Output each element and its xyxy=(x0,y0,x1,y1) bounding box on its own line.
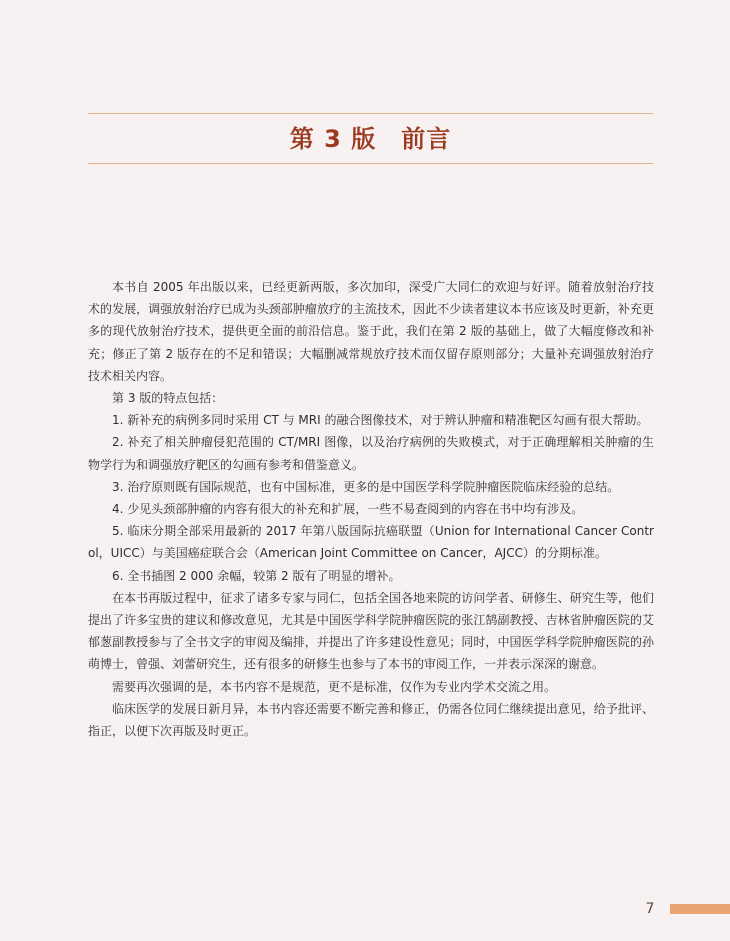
paragraph-acknowledgements: 在本书再版过程中，征求了诸多专家与同仁，包括全国各地来院的访问学者、研修生、研究生等，他们提出了许多宝贵的建议和修改意见，尤其是中国医学科学院肿瘤医院的张江鹄副教授、吉林省肿瘤医院的艾郁葱副教授参与了全书文字的审阅及编排，并提出了许多建设性意见；同时，中国医学科学院肿瘤医院的孙萌博士，曾强、刘蕾研究生，还有很多的研修生也参与了本书的审阅工作，一并表示深深的谢意。 xyxy=(88,590,654,672)
paragraph-disclaimer: 需要再次强调的是，本书内容不是规范，更不是标准，仅作为专业内学术交流之用。 xyxy=(112,679,557,694)
paragraph-feature-5: 5. 临床分期全部采用最新的 2017 年第八版国际抗癌联盟（Union for International Cancer Control，UICC）与美国癌症联合会（American Joint Committee on Cancer，AJCC）的分期标准。 xyxy=(88,524,654,561)
paragraph-feature-4: 4. 少见头颈部肿瘤的内容有很大的补充和扩展，一些不易查阅到的内容在书中均有涉及。 xyxy=(112,502,584,517)
page-title: 第 3 版 前言 xyxy=(289,125,452,153)
title-rule-bottom xyxy=(88,163,653,164)
paragraph-feature-1: 1. 新补充的病例多同时采用 CT 与 MRI 的融合图像技术，对于辨认肿瘤和精准靶区勾画有很大帮助。 xyxy=(112,413,649,428)
page-number: 7 xyxy=(645,901,655,917)
paragraph-feature-2: 2. 补充了相关肿瘤侵犯范围的 CT/MRI 图像，以及治疗病例的失败模式，对于正确理解相关肿瘤的生物学行为和调强放疗靶区的勾画有参考和借鉴意义。 xyxy=(88,435,654,472)
title-rule-top xyxy=(88,113,653,114)
preface-body xyxy=(88,276,654,742)
paragraph-closing: 临床医学的发展日新月异，本书内容还需要不断完善和修正，仍需各位同仁继续提出意见，给予批评、指正，以便下次再版及时更正。 xyxy=(88,701,654,739)
paragraph-intro: 本书自 2005 年出版以来，已经更新两版，多次加印，深受广大同仁的欢迎与好评。随着放射治疗技术的发展，调强放射治疗已成为头颈部肿瘤放疗的主流技术，因此不少读者建议本书应该及时更新，补充更多的现代放射治疗技术，提供更全面的前沿信息。鉴于此，我们在第 2 版的基础上，做了大幅度修改和补充；修正了第 2 版存在的不足和错误；大幅删减常规放疗技术而仅留存原则部分；大量补充调强放射治疗技术相关内容。 xyxy=(88,280,654,383)
page-edge-tab xyxy=(670,904,730,914)
paragraph-features-heading: 第 3 版的特点包括： xyxy=(112,391,224,406)
paragraph-feature-3: 3. 治疗原则既有国际规范，也有中国标准，更多的是中国医学科学院肿瘤医院临床经验的总结。 xyxy=(112,479,620,494)
paragraph-feature-6: 6. 全书插图 2 000 余幅，较第 2 版有了明显的增补。 xyxy=(112,568,401,583)
